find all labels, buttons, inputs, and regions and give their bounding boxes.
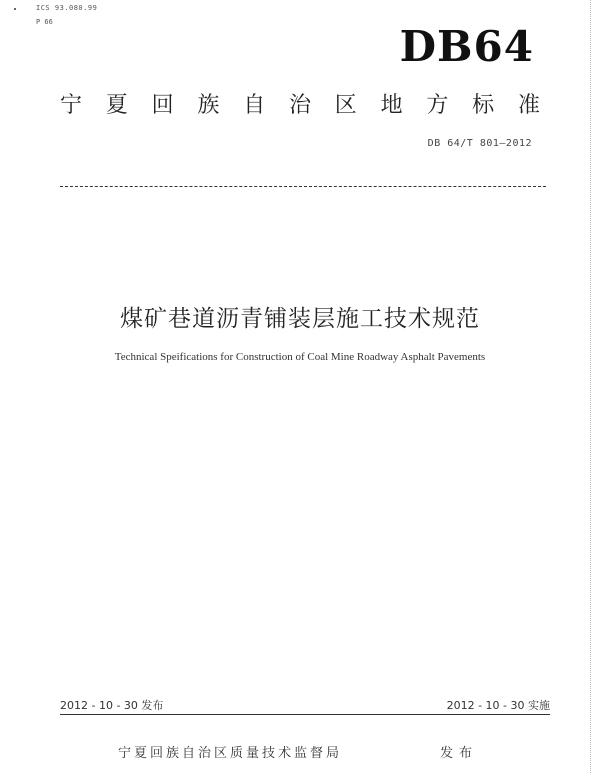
issuing-authority: 宁夏回族自治区质量技术监督局 [118,746,343,761]
category-char: 回 [151,93,174,118]
category-char: 标 [472,93,495,118]
category-char: 地 [380,93,403,118]
issue-date: 2012 - 10 - 30 发布 [60,699,164,712]
scan-edge [590,0,592,773]
category-char: 族 [197,93,220,118]
issue-label: 发布 [440,746,479,761]
ccs-code: P 66 [36,18,53,26]
category-char: 治 [288,93,311,118]
standard-logo: DB64 [399,22,534,71]
standard-category [60,88,540,119]
ics-code: ICS 93.080.99 [36,4,98,12]
category-char: 区 [334,93,357,118]
implementation-date: 2012 - 10 - 30 实施 [446,699,550,712]
category-char: 宁 [60,93,83,118]
header-divider [60,186,546,187]
scan-mark [14,8,16,10]
category-char: 准 [517,93,540,118]
category-char: 自 [243,93,266,118]
document-title-english: Technical Speifications for Construction of Coal Mine Roadway Asphalt Pavements [114,351,486,363]
standard-number: DB 64/T 801—2012 [427,138,532,149]
category-char: 方 [426,93,449,118]
document-title-chinese: 煤矿巷道沥青铺装层施工技术规范 [120,306,480,332]
footer-divider [60,714,550,715]
category-char: 夏 [105,93,128,118]
